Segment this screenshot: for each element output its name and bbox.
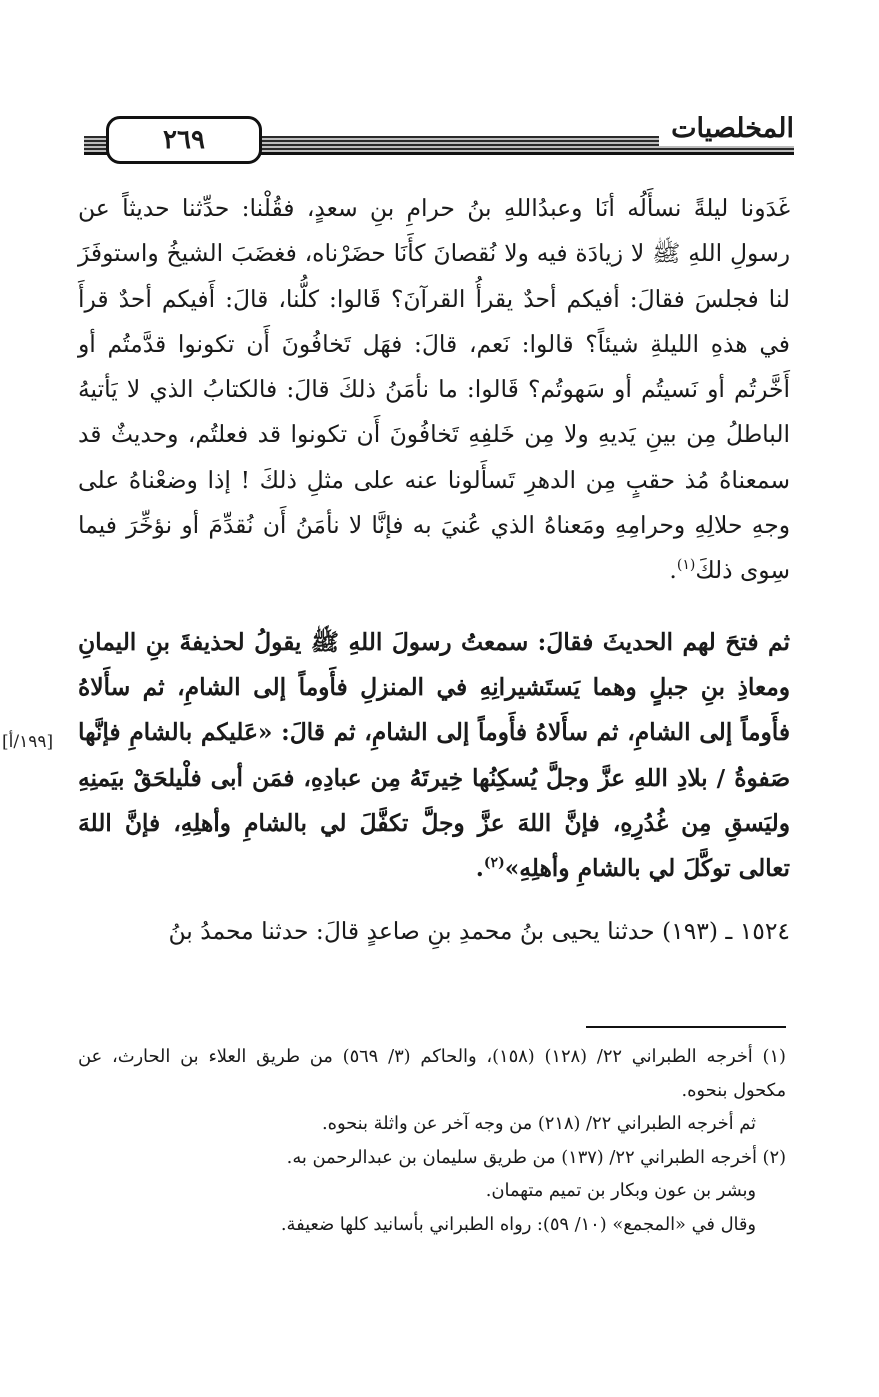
footnotes bbox=[78, 1040, 786, 1242]
paragraph-2-text: ثم فتحَ لهم الحديثَ فقالَ: سمعتُ رسولَ اللهِ ﷺ يقولُ لحذيفةَ بنِ اليمانِ ومعاذِ بنِ جبلٍ وهما يَستَشيرانِهِ في المنزلِ فأَوماً إلى الشامِ، ثم سأَلاهُ فأَوماً إلى الشامِ، ثم سأَلاهُ فأَوماً إلى الشامِ، ثم قالَ: «عَليكم بالشامِ فإنَّها صَفوةُ / بلادِ اللهِ عزَّ وجلَّ يُسكِنُها خِيرتَهُ مِن عبادِهِ، فمَن أبى فلْيلحَقْ بيَمنِهِ وليَسقِ مِن غُدُرِهِ، فإنَّ اللهَ عزَّ وجلَّ تكفَّلَ لي بالشامِ وأهلِهِ، فإنَّ اللهَ تعالى توكَّلَ لي بالشامِ وأهلِهِ» bbox=[78, 628, 790, 883]
footnote-1-continued: ثم أخرجه الطبراني ٢٢/ (٢١٨) من وجه آخر عن واثلة بنحوه. bbox=[322, 1113, 756, 1135]
page-header bbox=[84, 112, 794, 162]
page-number: ٢٦٩ bbox=[106, 116, 262, 164]
paragraph-2-end: . bbox=[475, 855, 484, 883]
paragraph-1 bbox=[78, 186, 790, 594]
margin-folio-note: [١٩٩/أ] bbox=[2, 732, 54, 752]
main-text bbox=[78, 186, 790, 955]
paragraph-3: ١٥٢٤ ـ (١٩٣) حدثنا يحيى بنُ محمدِ بنِ صاعدٍ قالَ: حدثنا محمدُ بنُ bbox=[168, 917, 790, 946]
footnote-2-line-2: وبشر بن عون وبكار بن تميم متهمان. bbox=[485, 1180, 756, 1202]
footnote-2: (٢) أخرجه الطبراني ٢٢/ (١٣٧) من طريق سليمان بن عبدالرحمن به. bbox=[286, 1146, 786, 1168]
paragraph-1-end: . bbox=[669, 556, 677, 585]
footnote-1: (١) أخرجه الطبراني ٢٢/ (١٢٨) (١٥٨)، والحاكم (٣/ ٥٦٩) من طريق العلاء بن الحارث، عن مكحول بنحوه. bbox=[78, 1046, 786, 1101]
footnote-2-line-3: وقال في «المجمع» (١٠/ ٥٩): رواه الطبراني بأسانيد كلها ضعيفة. bbox=[280, 1213, 756, 1235]
paragraph-1-text: غَدَونا ليلةً نسأَلُه أنَا وعبدُاللهِ بنُ حرامِ بنِ سعدٍ، فقُلْنا: حدِّثنا حديثاً عن رسولِ اللهِ ﷺ لا زيادَة فيه ولا نُقصانَ كأَنَا حضَرْناه، فغضَبَ الشيخُ واستوفَزَ لنا فجلسَ فقالَ: أفيكم أحدٌ يقرأُ القرآنَ؟ قَالوا: كلُّنا، قالَ: أَفيكم أحدٌ قرأَ في هذهِ الليلةِ شيئاً؟ قالوا: نَعم، قالَ: فهَل تَخافُونَ أَن تكونوا قدَّمتُم أو أَخَّرتُم أو نَسيتُم أو سَهوتُم؟ قَالوا: ما نأمَنُ ذلكَ قالَ: فالكتابُ الذي لا يَأتيهُ الباطلُ مِن بينِ يَديهِ ولا مِن خَلفِهِ تَخافُونَ أَن تكونوا قد فعلتُم، وحديثٌ قد سمعناهُ مُذ حقبٍ مِن الدهرِ تَسأَلونا عنه على مثلِ ذلكَ ! إذا وضعْناهُ على وجهِ حلالِهِ وحرامِهِ ومَعناهُ الذي عُنيَ به فإنَّا لا نأمَنُ أَن نُقدِّمَ أو نؤخِّرَ فيما سِوى ذلكَ bbox=[78, 194, 790, 585]
footnote-ref-1: (١) bbox=[676, 557, 696, 574]
footnote-separator bbox=[586, 1026, 786, 1028]
footnote-ref-2: (٢) bbox=[483, 855, 505, 872]
paragraph-2 bbox=[78, 620, 790, 892]
running-title: المخلصيات bbox=[659, 112, 794, 146]
